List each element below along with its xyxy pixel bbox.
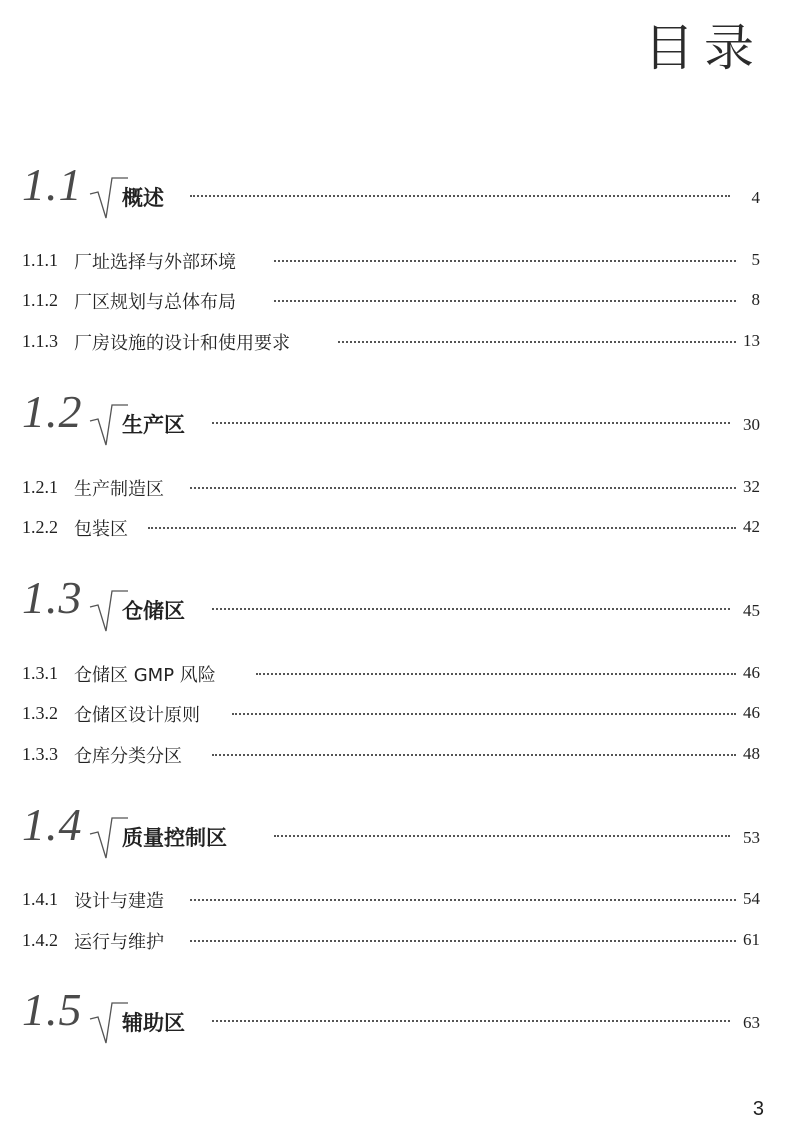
entry-title: 厂区规划与总体布局 (74, 292, 236, 313)
entry-title: 仓储区设计原则 (74, 705, 200, 726)
section-title: 辅助区 (122, 1011, 185, 1035)
dot-leader (212, 600, 730, 610)
section-number: 1.2 (22, 386, 83, 437)
entry-number: 1.1.1 (22, 250, 58, 270)
entry-page: 8 (751, 290, 760, 309)
entry-title: 厂址选择与外部环境 (74, 252, 236, 273)
entry-page: 32 (743, 477, 760, 496)
dot-leader (190, 187, 730, 197)
dot-leader (338, 333, 736, 343)
dot-leader (212, 746, 736, 756)
section-number: 1.3 (22, 572, 83, 623)
section-number: 1.1 (22, 159, 83, 210)
entry-number: 1.3.3 (22, 744, 58, 764)
section-page: 30 (743, 415, 760, 434)
toc-section-1-3[interactable] (22, 571, 760, 641)
dot-leader (274, 252, 736, 262)
section-page: 53 (743, 828, 760, 847)
page-title: 目录 (644, 19, 764, 77)
dot-leader (190, 932, 736, 942)
toc-entry[interactable] (22, 885, 760, 913)
toc-section-1-4[interactable] (22, 798, 760, 868)
entry-title: 设计与建造 (74, 891, 164, 912)
entry-number: 1.4.1 (22, 889, 58, 909)
toc-entry[interactable] (22, 926, 760, 954)
toc-entry[interactable] (22, 740, 760, 768)
dot-leader (190, 479, 736, 489)
toc-entry[interactable] (22, 473, 760, 501)
entry-number: 1.3.2 (22, 703, 58, 723)
section-number: 1.4 (22, 799, 83, 850)
entry-title: 运行与维护 (74, 932, 164, 953)
section-page: 4 (751, 188, 760, 207)
toc-section-1-2[interactable] (22, 385, 760, 455)
entry-number: 1.2.2 (22, 517, 58, 537)
entry-title: 包装区 (74, 519, 128, 540)
dot-leader (212, 414, 730, 424)
section-title: 概述 (122, 186, 164, 210)
section-title: 生产区 (122, 413, 185, 437)
toc-entry[interactable] (22, 659, 760, 687)
dot-leader (274, 827, 730, 837)
entry-number: 1.3.1 (22, 663, 58, 683)
entry-page: 61 (743, 930, 760, 949)
section-number: 1.5 (22, 984, 83, 1035)
entry-title: 仓库分类分区 (74, 746, 182, 767)
page-number: 3 (752, 1098, 764, 1120)
toc-section-1-1[interactable] (22, 158, 760, 228)
dot-leader (256, 665, 736, 675)
entry-page: 54 (743, 889, 760, 908)
dot-leader (190, 891, 736, 901)
entry-page: 13 (743, 331, 760, 350)
section-page: 63 (743, 1013, 760, 1032)
entry-number: 1.1.3 (22, 331, 58, 351)
toc-entry[interactable] (22, 699, 760, 727)
dot-leader (232, 705, 736, 715)
entry-page: 46 (743, 663, 760, 682)
entry-title: 厂房设施的设计和使用要求 (74, 333, 290, 354)
toc-entry[interactable] (22, 246, 760, 274)
entry-number: 1.4.2 (22, 930, 58, 950)
entry-number: 1.2.1 (22, 477, 58, 497)
section-title: 仓储区 (122, 599, 185, 623)
entry-page: 48 (743, 744, 760, 763)
toc-entry[interactable] (22, 513, 760, 541)
section-page: 45 (743, 601, 760, 620)
toc-entry[interactable] (22, 327, 760, 355)
entry-title: 生产制造区 (74, 479, 164, 500)
toc-entry[interactable] (22, 286, 760, 314)
entry-page: 42 (743, 517, 760, 536)
entry-number: 1.1.2 (22, 290, 58, 310)
entry-page: 5 (751, 250, 760, 269)
toc-section-1-5[interactable] (22, 983, 760, 1053)
entry-page: 46 (743, 703, 760, 722)
dot-leader (212, 1012, 730, 1022)
entry-title: 仓储区 GMP 风险 (74, 665, 216, 686)
section-title: 质量控制区 (122, 826, 227, 850)
dot-leader (148, 519, 736, 529)
dot-leader (274, 292, 736, 302)
